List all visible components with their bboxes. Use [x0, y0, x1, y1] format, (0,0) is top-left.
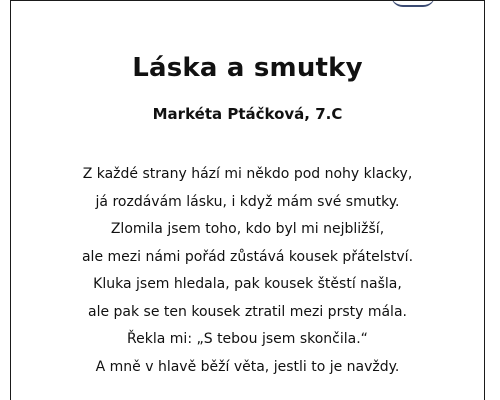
document-page [10, 0, 485, 400]
poem-line: ale pak se ten kousek ztratil mezi prsty mála. [88, 303, 407, 320]
logo-mark [391, 0, 435, 7]
poem-line: ale mezi námi pořád zůstává kousek přátelství. [81, 248, 414, 265]
poem-title: Láska a smutky [132, 53, 363, 83]
poem-body [11, 161, 484, 381]
poem-line: já rozdávám lásku, i když mám své smutky. [95, 193, 400, 210]
poem-line: A mně v hlavě běží věta, jestli to je navždy. [95, 358, 400, 375]
poem-line: Z každé strany hází mi někdo pod nohy klacky, [82, 166, 413, 182]
poem-line: Kluka jsem hledala, pak kousek štěstí našla, [93, 276, 402, 292]
poem-line: Zlomila jsem toho, kdo byl mi nejbližší, [110, 221, 385, 237]
poem-author: Markéta Ptáčková, 7.C [152, 105, 343, 123]
poem-line: Řekla mi: „S tebou jsem skončila.“ [127, 331, 368, 347]
